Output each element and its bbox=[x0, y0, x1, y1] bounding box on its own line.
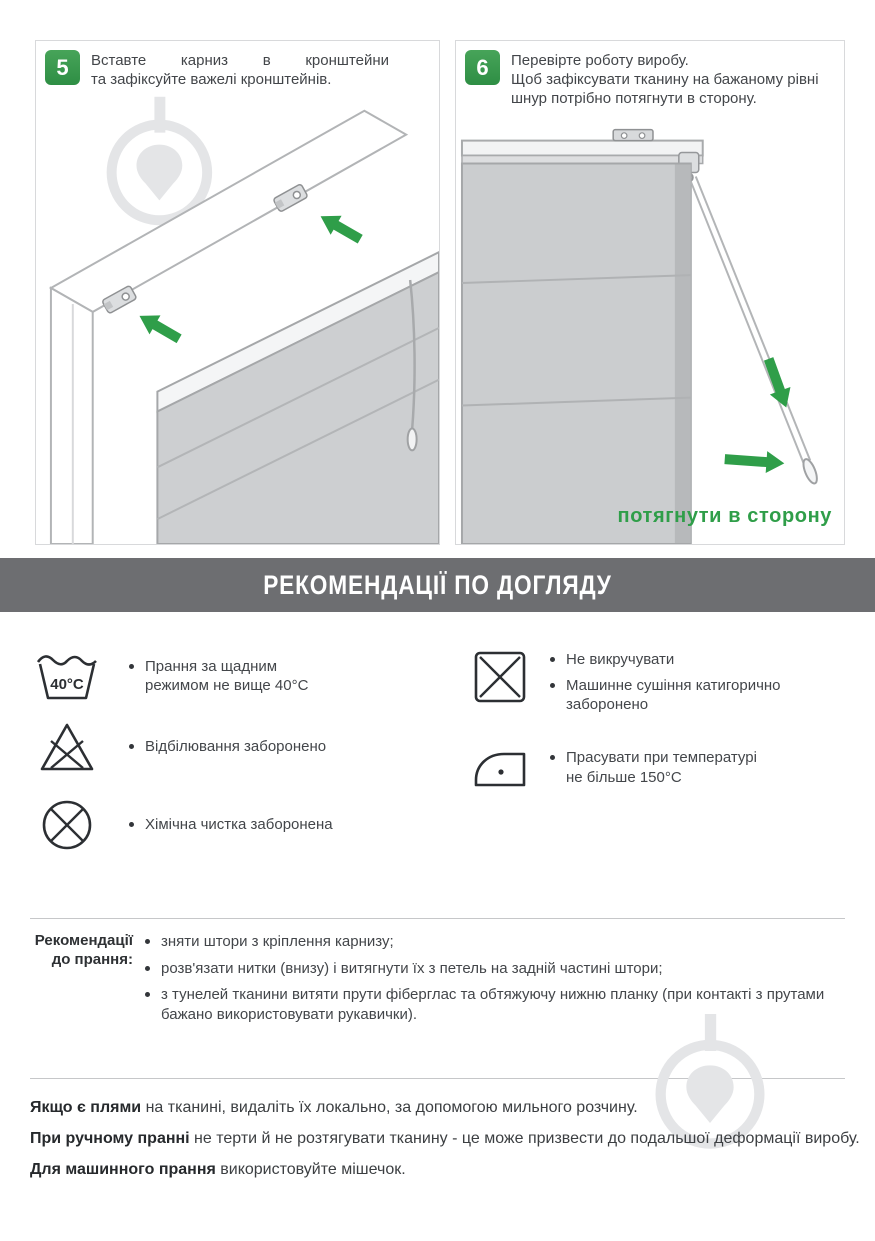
washing-recommendations bbox=[30, 932, 852, 1031]
care-text: Хімічна чистка заборонена bbox=[145, 816, 333, 834]
care-item-no-bleach bbox=[35, 722, 468, 772]
iron-icon bbox=[468, 745, 532, 791]
care-item-no-dry-clean bbox=[35, 798, 468, 852]
note-hand-wash bbox=[30, 1129, 870, 1149]
pull-direction-label: потягнути в сторону bbox=[617, 505, 832, 527]
care-text-item bbox=[550, 650, 796, 670]
note-machine-wash bbox=[30, 1160, 870, 1180]
care-column-right bbox=[468, 650, 845, 872]
step-6-text-line-2: Щоб зафіксувати тканину на бажаному рівні шнур потрібно потягнути в сторону. bbox=[511, 71, 819, 108]
green-arrow-icon bbox=[134, 306, 185, 348]
green-arrow-icon bbox=[315, 207, 366, 249]
step-5-badge: 5 bbox=[45, 50, 80, 85]
list-item-text: розв'язати нитки (внизу) і витягнути їх з петель на задній частині штори; bbox=[161, 959, 663, 977]
bullet-dot bbox=[129, 822, 134, 827]
note-rest: не терти й не розтягувати тканину - це може призвести до подальшої деформації виробу. bbox=[189, 1130, 860, 1147]
divider bbox=[30, 918, 845, 919]
care-text-item bbox=[550, 748, 771, 787]
step-5-text-line-1: Вставте карниз в кронштейни bbox=[91, 52, 389, 69]
step-5-text bbox=[91, 50, 389, 89]
brand-watermark-icon bbox=[112, 97, 208, 221]
care-section-title: РЕКОМЕНДАЦІЇ ПО ДОГЛЯДУ bbox=[263, 569, 612, 600]
bullet-dot bbox=[129, 744, 134, 749]
care-text: Не викручувати bbox=[566, 651, 675, 668]
bullet-dot bbox=[145, 966, 150, 971]
bullet-dot bbox=[550, 657, 555, 662]
pull-cord bbox=[691, 176, 820, 485]
bottom-notes bbox=[30, 1098, 870, 1191]
care-section-banner bbox=[0, 558, 875, 612]
green-arrow-icon bbox=[724, 448, 785, 474]
care-item-no-wring bbox=[468, 650, 845, 721]
bullet-dot bbox=[550, 755, 555, 760]
bullet-dot bbox=[550, 683, 555, 688]
curtain-rail bbox=[462, 141, 703, 164]
note-stains bbox=[30, 1098, 870, 1118]
step-5-header bbox=[45, 50, 431, 89]
care-text-item bbox=[550, 676, 796, 715]
washing-recs-label-line-1: Рекомендації bbox=[34, 932, 133, 949]
step-6-text-line-1: Перевірте роботу виробу. bbox=[511, 52, 689, 69]
list-item-text: з тунелей тканини витяти прути фіберглас та обтяжуючу нижню планку (при контакті з прутами бажано використовувати рукавички). bbox=[161, 986, 825, 1023]
bullet-dot bbox=[145, 939, 150, 944]
step-6-badge: 6 bbox=[465, 50, 500, 85]
note-bold: Якщо є плями bbox=[30, 1099, 142, 1116]
step-5-illustration bbox=[36, 41, 439, 544]
note-bold: Для машинного прання bbox=[30, 1161, 216, 1178]
roman-blind-fabric bbox=[462, 164, 691, 544]
care-symbols-section bbox=[35, 650, 845, 872]
note-bold: При ручному пранні bbox=[30, 1130, 190, 1147]
note-rest: на тканині, видаліть їх локально, за допомогою мильного розчину. bbox=[141, 1099, 638, 1116]
step-panels bbox=[35, 40, 845, 545]
note-rest: використовуйте мішечок. bbox=[215, 1161, 406, 1178]
wash-40-icon bbox=[35, 650, 99, 702]
care-text: Прання за щадним режимом не вище 40°С bbox=[145, 657, 309, 694]
bullet-dot bbox=[129, 664, 134, 669]
care-column-left bbox=[35, 650, 468, 872]
step-6-text bbox=[511, 50, 826, 109]
bullet-dot bbox=[145, 992, 150, 997]
step-6-panel bbox=[455, 40, 845, 545]
step-5-panel bbox=[35, 40, 440, 545]
care-text: Відбілювання заборонено bbox=[145, 738, 327, 756]
washing-recs-label-line-2: до прання: bbox=[51, 950, 133, 968]
care-item-iron bbox=[468, 745, 845, 791]
no-bleach-icon bbox=[35, 722, 99, 772]
care-text-item bbox=[129, 657, 345, 696]
step-6-illustration bbox=[456, 41, 844, 544]
care-text-item bbox=[129, 737, 326, 757]
svg-text:40°C: 40°C bbox=[50, 676, 84, 693]
care-text: Машинне сушіння катигорично заборонено bbox=[566, 676, 781, 713]
no-wring-icon bbox=[468, 650, 532, 704]
washing-recs-label bbox=[30, 932, 133, 1031]
step-6-header bbox=[465, 50, 836, 109]
bracket-icon bbox=[613, 130, 653, 141]
step-5-text-line-2: та зафіксуйте важелі кронштейнів. bbox=[91, 71, 332, 89]
list-item bbox=[145, 932, 852, 952]
no-dry-clean-icon bbox=[35, 798, 99, 852]
care-text-stack bbox=[550, 650, 796, 721]
care-item-wash bbox=[35, 650, 468, 702]
care-text-item bbox=[129, 815, 333, 835]
roman-blind bbox=[157, 252, 439, 544]
list-item bbox=[145, 959, 852, 979]
care-text: Прасувати при температурі не більше 150°С bbox=[566, 749, 757, 786]
list-item bbox=[145, 985, 852, 1024]
washing-recs-list bbox=[145, 932, 852, 1031]
list-item-text: зняти штори з кріплення карнизу; bbox=[161, 933, 394, 950]
